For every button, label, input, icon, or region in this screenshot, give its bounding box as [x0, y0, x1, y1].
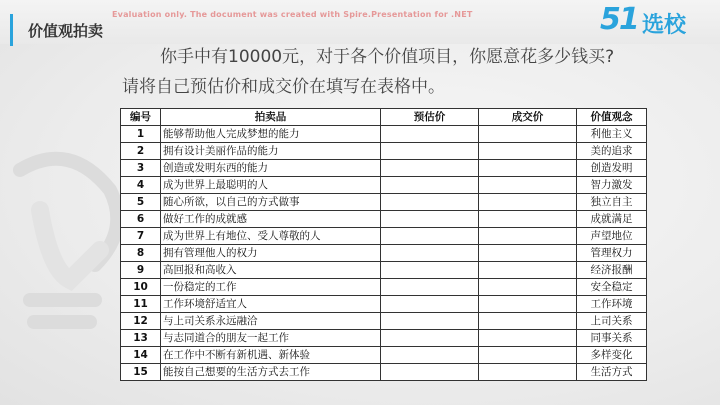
deal-price-cell[interactable]	[479, 160, 577, 177]
header-item: 拍卖品	[161, 109, 381, 126]
row-number: 11	[121, 296, 161, 313]
row-number: 7	[121, 228, 161, 245]
deal-price-cell[interactable]	[479, 211, 577, 228]
value-concept: 同事关系	[577, 330, 647, 347]
deal-price-cell[interactable]	[479, 143, 577, 160]
estimate-price-cell[interactable]	[381, 194, 479, 211]
header-value: 价值观念	[577, 109, 647, 126]
auction-item: 与志同道合的朋友一起工作	[161, 330, 381, 347]
estimate-price-cell[interactable]	[381, 313, 479, 330]
auction-item: 能按自己想要的生活方式去工作	[161, 364, 381, 381]
lightbulb-hand-icon	[0, 150, 140, 350]
table-row	[121, 126, 647, 143]
table-row	[121, 364, 647, 381]
row-number: 9	[121, 262, 161, 279]
header-deal: 成交价	[479, 109, 577, 126]
table-row	[121, 262, 647, 279]
logo-text: 选校	[642, 13, 687, 38]
deal-price-cell[interactable]	[479, 330, 577, 347]
table-row	[121, 228, 647, 245]
value-concept: 工作环境	[577, 296, 647, 313]
header-number: 编号	[121, 109, 161, 126]
value-concept: 创造发明	[577, 160, 647, 177]
estimate-price-cell[interactable]	[381, 228, 479, 245]
auction-item: 创造或发明东西的能力	[161, 160, 381, 177]
table-header-row	[121, 109, 647, 126]
question-line-1: 你手中有10000元，对于各个价值项目，你愿意花多少钱买?	[160, 47, 615, 67]
value-concept: 成就满足	[577, 211, 647, 228]
row-number: 3	[121, 160, 161, 177]
deal-price-cell[interactable]	[479, 364, 577, 381]
value-concept: 声望地位	[577, 228, 647, 245]
value-concept: 管理权力	[577, 245, 647, 262]
row-number: 4	[121, 177, 161, 194]
auction-item: 拥有设计美丽作品的能力	[161, 143, 381, 160]
deal-price-cell[interactable]	[479, 126, 577, 143]
deal-price-cell[interactable]	[479, 177, 577, 194]
deal-price-cell[interactable]	[479, 245, 577, 262]
row-number: 12	[121, 313, 161, 330]
value-concept: 安全稳定	[577, 279, 647, 296]
deal-price-cell[interactable]	[479, 296, 577, 313]
auction-item: 成为世界上有地位、受人尊敬的人	[161, 228, 381, 245]
row-number: 10	[121, 279, 161, 296]
row-number: 5	[121, 194, 161, 211]
header-estimate: 预估价	[381, 109, 479, 126]
row-number: 1	[121, 126, 161, 143]
value-concept: 多样变化	[577, 347, 647, 364]
row-number: 14	[121, 347, 161, 364]
row-number: 13	[121, 330, 161, 347]
deal-price-cell[interactable]	[479, 262, 577, 279]
question-line-2: 请将自己预估价和成交价在填写在表格中。	[122, 77, 445, 97]
estimate-price-cell[interactable]	[381, 296, 479, 313]
slide-title: 价值观拍卖	[28, 22, 104, 40]
table-row	[121, 194, 647, 211]
auction-item: 高回报和高收入	[161, 262, 381, 279]
table-row	[121, 330, 647, 347]
row-number: 2	[121, 143, 161, 160]
auction-item: 拥有管理他人的权力	[161, 245, 381, 262]
table-row	[121, 245, 647, 262]
table-row	[121, 347, 647, 364]
auction-item: 做好工作的成就感	[161, 211, 381, 228]
estimate-price-cell[interactable]	[381, 245, 479, 262]
value-concept: 美的追求	[577, 143, 647, 160]
row-number: 15	[121, 364, 161, 381]
estimate-price-cell[interactable]	[381, 126, 479, 143]
logo	[600, 2, 718, 40]
table-row	[121, 143, 647, 160]
value-concept: 智力激发	[577, 177, 647, 194]
auction-item: 能够帮助他人完成梦想的能力	[161, 126, 381, 143]
table-row	[121, 313, 647, 330]
estimate-price-cell[interactable]	[381, 330, 479, 347]
auction-item: 在工作中不断有新机遇、新体验	[161, 347, 381, 364]
table-row	[121, 160, 647, 177]
auction-item: 随心所欲，以自己的方式做事	[161, 194, 381, 211]
auction-item: 与上司关系永远融洽	[161, 313, 381, 330]
row-number: 8	[121, 245, 161, 262]
deal-price-cell[interactable]	[479, 228, 577, 245]
table-row	[121, 279, 647, 296]
estimate-price-cell[interactable]	[381, 347, 479, 364]
auction-table	[120, 108, 647, 381]
table-row	[121, 211, 647, 228]
estimate-price-cell[interactable]	[381, 177, 479, 194]
value-concept: 上司关系	[577, 313, 647, 330]
deal-price-cell[interactable]	[479, 313, 577, 330]
estimate-price-cell[interactable]	[381, 143, 479, 160]
value-concept: 利他主义	[577, 126, 647, 143]
estimate-price-cell[interactable]	[381, 364, 479, 381]
table-row	[121, 296, 647, 313]
row-number: 6	[121, 211, 161, 228]
estimate-price-cell[interactable]	[381, 160, 479, 177]
estimate-price-cell[interactable]	[381, 262, 479, 279]
table-row	[121, 177, 647, 194]
auction-item: 一份稳定的工作	[161, 279, 381, 296]
logo-mark: 51	[600, 2, 638, 37]
auction-item: 工作环境舒适宜人	[161, 296, 381, 313]
deal-price-cell[interactable]	[479, 279, 577, 296]
deal-price-cell[interactable]	[479, 347, 577, 364]
estimate-price-cell[interactable]	[381, 211, 479, 228]
deal-price-cell[interactable]	[479, 194, 577, 211]
value-concept: 独立自主	[577, 194, 647, 211]
value-concept: 生活方式	[577, 364, 647, 381]
value-concept: 经济报酬	[577, 262, 647, 279]
estimate-price-cell[interactable]	[381, 279, 479, 296]
evaluation-watermark: Evaluation only. The document was created with Spire.Presentation for .NET	[112, 10, 473, 19]
auction-item: 成为世界上最聪明的人	[161, 177, 381, 194]
